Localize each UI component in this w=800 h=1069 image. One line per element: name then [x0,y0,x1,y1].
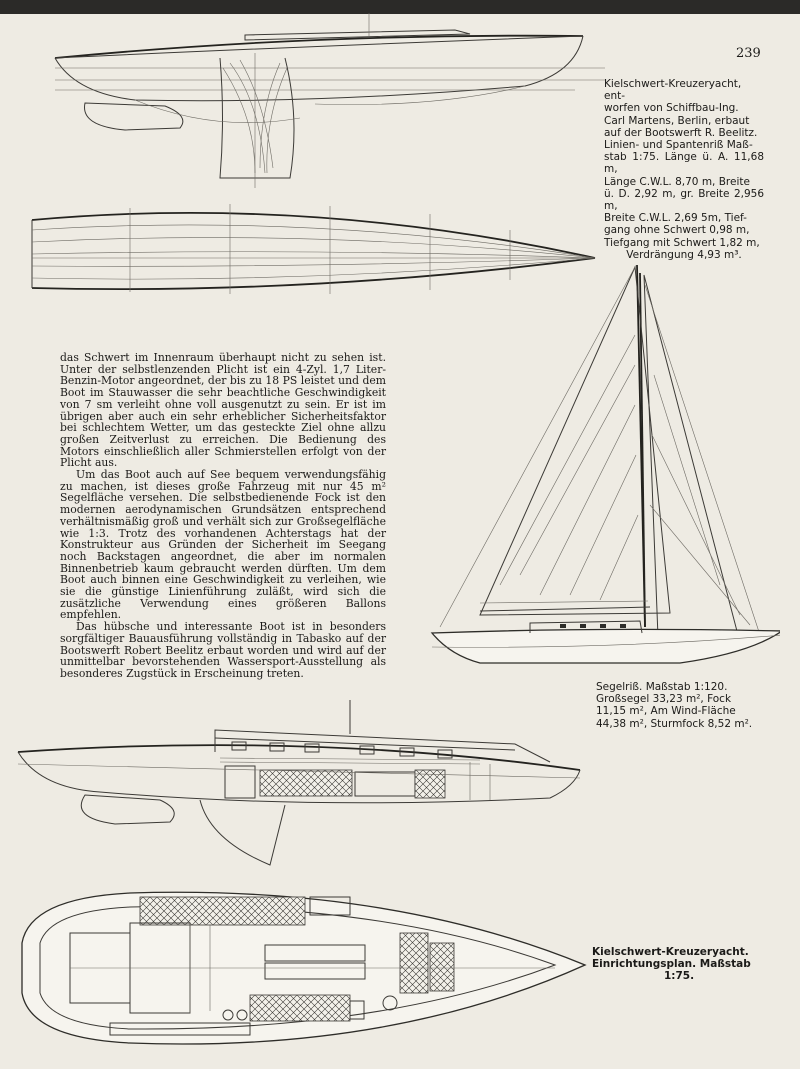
lines-plan-profile-drawing [15,8,615,193]
caption-line: Segelriß. Maßstab 1:120. [596,681,728,693]
caption-line: Einrichtungsplan. Maßstab [592,958,751,971]
article-paragraph: Das hübsche und interessante Boot ist in besonders sorgfältiger Bauausführung vollständig in Tabasko auf der Bootswerft Robert Beelitz erbaut worden und wird auf der unmittelbar bevorstehenden Wassersport-Ausstellung als besonderes Zugstück in Erscheinung treten. [60,620,386,680]
article-paragraph: Um das Boot auch auf See bequem verwendungsfähig zu machen, ist dieses große Fahrzeug mit nur 45 m² Segelfläche versehen. Die selbstbedienende Fock ist den modernen aerodynamischen Grundsätzen entsprechend verhältnismäßig groß und verhält sich zur Großsegelfläche wie 1:3. Trotz des vorhandenen Achterstags hat der Konstrukteur aus Gründen der Sicherheit im Seegang noch Backstagen angeordnet, die aber im normalen Binnenbetrieb kaum gebraucht werden dürften. Um dem Boot auch binnen eine Geschwindigkeit zu verleihen, wie sie die günstige Linienführung zuläßt, wird sich die zusätzliche Verwendung eines größeren Ballons empfehlen. [60,468,386,622]
caption-line: Tiefgang mit Schwert 1,82 m, [604,236,760,249]
caption-line: Breite C.W.L. 2,69 5m, Tief- [604,212,747,225]
caption-line: Länge C.W.L. 8,70 m, Breite [604,175,750,188]
page-number: 239 [736,46,761,61]
caption-line: ü. D. 2,92 m, gr. Breite 2,956 m, [604,187,764,213]
caption-line: Verdrängung 4,93 m³. [626,248,742,261]
caption-line: worfen von Schiffbau-Ing. [604,102,739,115]
caption-line: 11,15 m², Am Wind-Fläche [596,705,736,718]
sail-plan-drawing [420,255,780,675]
caption-line: Großsegel 33,23 m², Fock [596,693,732,706]
caption-line: 1:75. [664,970,695,983]
caption-line: Linien- und Spantenriß Maß- [604,139,753,152]
interior-profile-drawing [10,700,590,880]
article-text [60,352,386,680]
caption-line: auf der Bootswerft R. Beelitz. [604,126,758,139]
caption-line: Kielschwert-Kreuzeryacht, ent- [604,78,742,103]
caption-line: Kielschwert-Kreuzeryacht. [592,946,749,958]
caption-line: Carl Martens, Berlin, erbaut [604,114,750,127]
article-paragraph: das Schwert im Innenraum überhaupt nicht zu sehen ist. Unter der selbstlenzenden Plicht ist ein 4-Zyl. 1,7 Liter-Benzin-Motor angeordnet, der bis zu 18 PS leistet und dem Boot im Stauwasser die sehr beachtliche Geschwindigkeit von 7 sm verleiht ohne voll ausgenutzt zu sein. Er ist im übrigen aber auch ein sehr erheblicher Sicherheitsfaktor bei schlechtem Wetter, um das gesteckte Ziel ohne allzu großen Zeitverlust zu erreichen. Die Bedienung des Motors einschließlich aller Schmierstellen erfolgt von der Plicht aus. [60,351,386,470]
lines-plan-caption [604,78,764,261]
interior-plan-caption [592,946,762,983]
sail-plan-caption [596,681,756,730]
interior-plan-drawing [10,883,600,1058]
caption-line: gang ohne Schwert 0,98 m, [604,224,750,237]
caption-line: 44,38 m², Sturmfock 8,52 m². [596,717,753,730]
caption-line: stab 1:75. Länge ü. A. 11,68 m, [604,151,764,176]
